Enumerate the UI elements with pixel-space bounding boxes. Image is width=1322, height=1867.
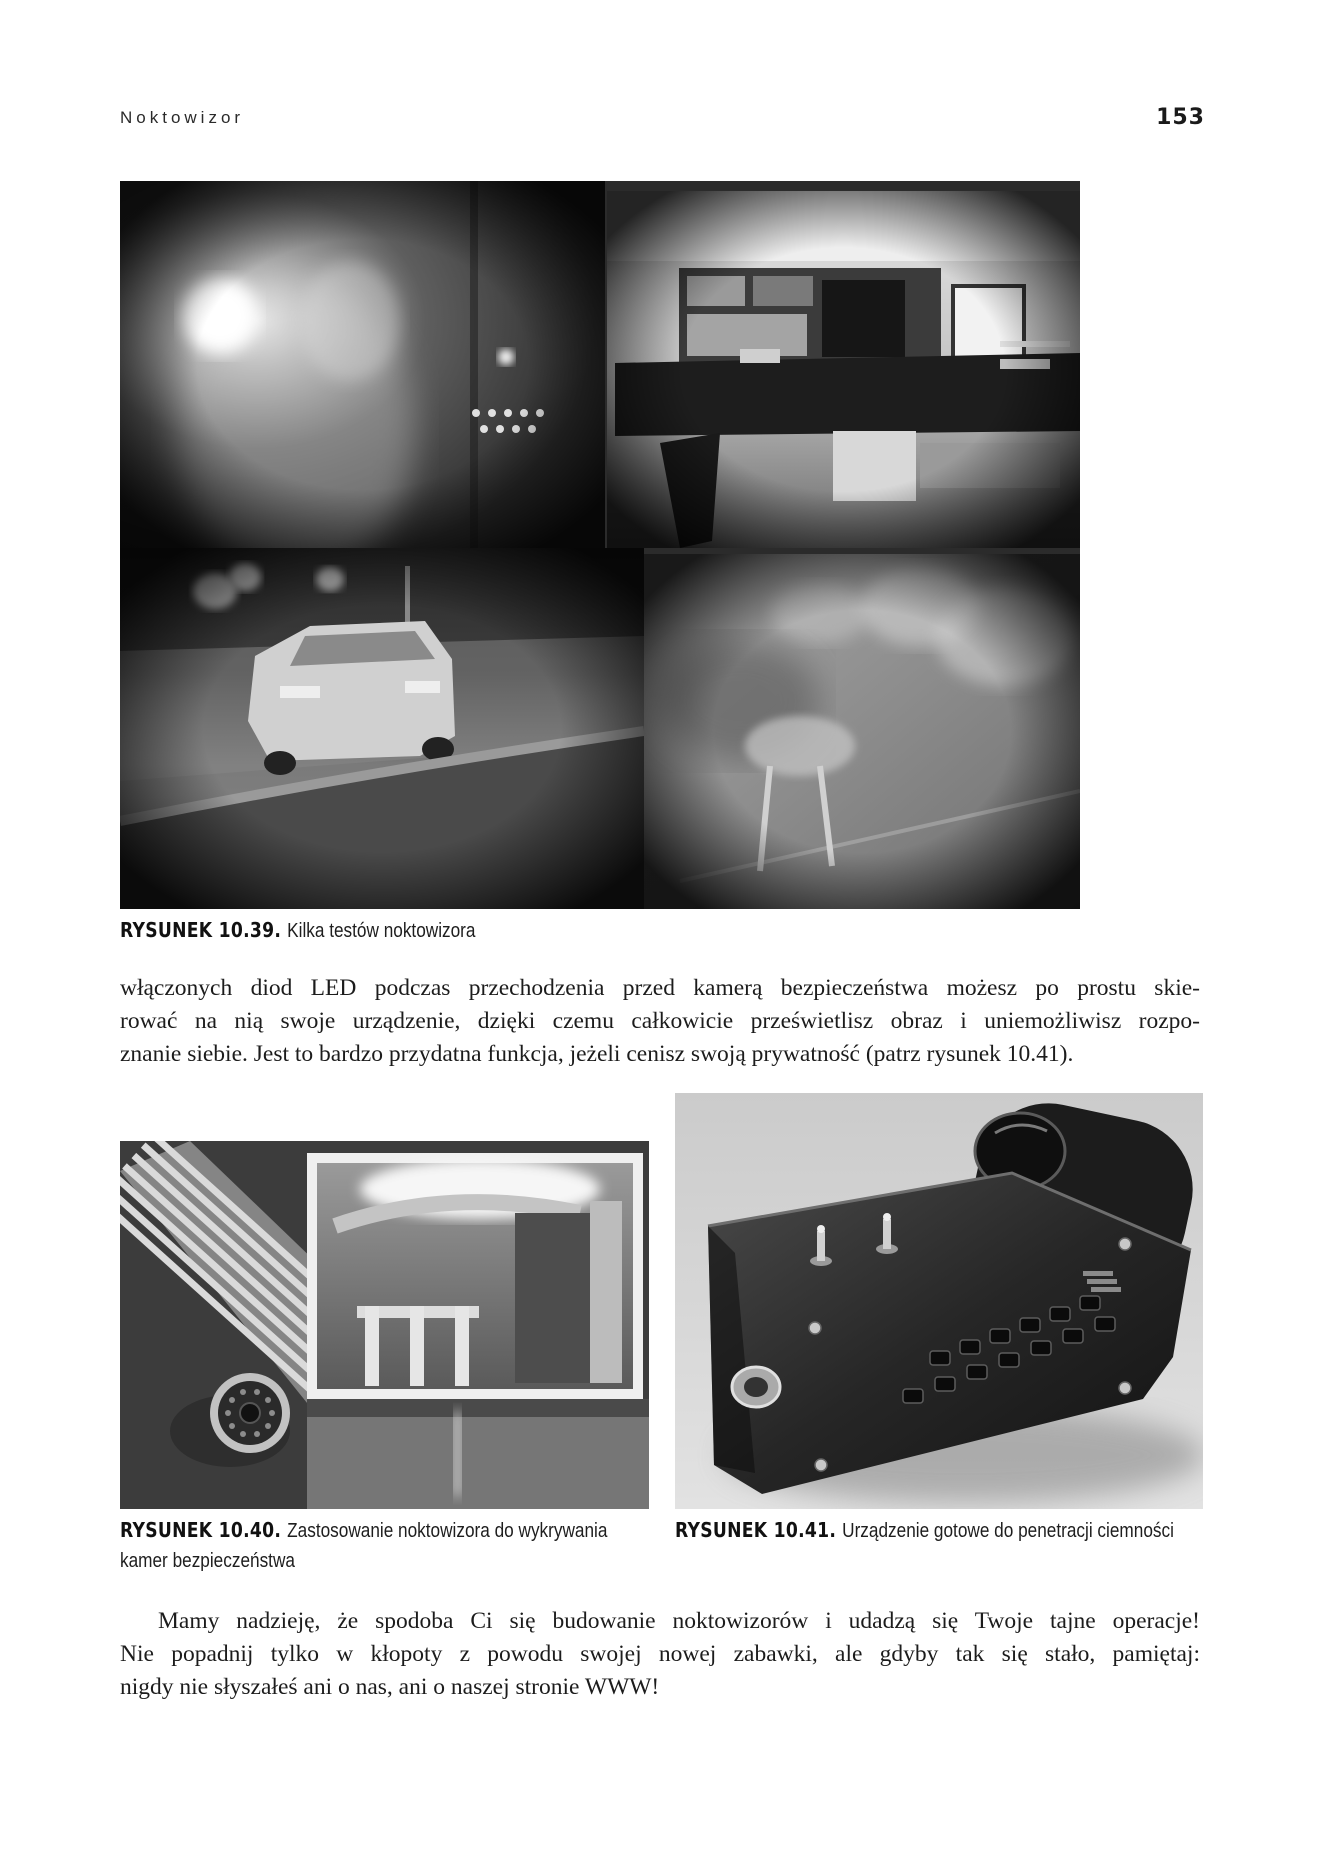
ir-led — [265, 1397, 271, 1403]
figure-label: RYSUNEK 10.40. — [120, 1518, 282, 1542]
connector-core — [744, 1377, 768, 1397]
paragraph-2 — [120, 1605, 1200, 1704]
figure-10-41-image — [675, 1093, 1203, 1509]
photo-flashlight-person — [120, 181, 605, 581]
screw — [815, 1459, 827, 1471]
ir-led — [240, 1431, 246, 1437]
door-panel — [590, 1201, 622, 1383]
button — [1080, 1296, 1100, 1310]
button — [930, 1351, 950, 1365]
switch-lever — [817, 1231, 825, 1261]
figure-10-40-image — [120, 1141, 649, 1509]
figure-10-41-caption — [675, 1515, 1174, 1546]
ir-led — [254, 1389, 260, 1395]
paragraph-line: nigdy nie słyszałeś ani o nas, ani o naszej stronie WWW! — [120, 1674, 660, 1700]
paragraph-line: Mamy nadzieję, że spodoba Ci się budowanie noktowizorów i udadzą się Twoje tajne operacje! — [158, 1608, 1200, 1634]
figure-caption-text: Kilka testów noktowizora — [287, 920, 476, 942]
screw — [1119, 1238, 1131, 1250]
vignette — [120, 181, 605, 548]
figure-label: RYSUNEK 10.39. — [120, 918, 282, 942]
button — [1050, 1307, 1070, 1321]
switch-tip — [883, 1213, 891, 1221]
vignette — [607, 191, 1080, 548]
screw — [809, 1322, 821, 1334]
figure-label: RYSUNEK 10.41. — [675, 1518, 837, 1542]
button — [1031, 1341, 1051, 1355]
ir-led — [269, 1410, 275, 1416]
figure-10-40-caption — [120, 1515, 607, 1576]
button — [960, 1340, 980, 1354]
railing-post — [410, 1306, 424, 1386]
bnc-connector — [732, 1367, 780, 1407]
camera-lens — [240, 1403, 260, 1423]
ir-led — [254, 1431, 260, 1437]
figure-10-41 — [675, 1093, 1203, 1509]
button — [1020, 1318, 1040, 1332]
ir-led — [265, 1423, 271, 1429]
photo-garden — [644, 554, 1080, 909]
button — [1063, 1329, 1083, 1343]
figure-10-39 — [120, 181, 1080, 909]
connector-pin-row — [1087, 1279, 1117, 1284]
button — [1095, 1317, 1115, 1331]
caption-line: kamer bezpieczeństwa — [120, 1550, 295, 1572]
figure-10-39-image — [120, 181, 1080, 909]
button — [967, 1365, 987, 1379]
button — [990, 1329, 1010, 1343]
switch-lever — [883, 1219, 891, 1249]
railing-post — [365, 1306, 379, 1386]
figure-10-40 — [120, 1141, 649, 1509]
paragraph-1 — [120, 972, 1200, 1071]
paragraph-line: znanie siebie. Jest to bardzo przydatna funkcja, jeżeli cenisz swoją prywatność (patrz rysunek 10.41). — [120, 1041, 1074, 1067]
button — [903, 1389, 923, 1403]
figure-caption-text: Zastosowanie noktowizora do wykrywania — [287, 1520, 608, 1542]
ir-led — [225, 1410, 231, 1416]
button — [935, 1377, 955, 1391]
ir-led — [240, 1389, 246, 1395]
monitor-shadow — [307, 1399, 649, 1417]
inset-monitor — [307, 1153, 643, 1399]
running-head: Noktowizor — [120, 108, 245, 127]
paragraph-line: rować na nią swoje urządzenie, dzięki czemu całkowicie prześwietlisz obraz i uniemożliwisz rozpo- — [120, 1008, 1200, 1034]
connector-pin-row — [1083, 1271, 1113, 1276]
page-number: 153 — [1156, 105, 1205, 130]
figure-caption-text: Urządzenie gotowe do penetracji ciemności — [842, 1520, 1174, 1542]
doorway — [515, 1213, 603, 1383]
photo-room-desk — [607, 191, 1080, 548]
switch-tip — [817, 1225, 825, 1233]
caption-line — [120, 1515, 607, 1546]
ir-led — [229, 1423, 235, 1429]
photo-car — [120, 548, 644, 909]
button — [999, 1353, 1019, 1367]
figure-10-39-caption — [120, 915, 475, 946]
screw — [1119, 1382, 1131, 1394]
vignette — [120, 548, 644, 909]
railing-post — [455, 1306, 469, 1386]
vignette — [644, 554, 1080, 909]
paragraph-line: włączonych diod LED podczas przechodzenia przed kamerą bezpieczeństwa możesz po prostu skie- — [120, 975, 1200, 1001]
paragraph-line: Nie popadnij tylko w kłopoty z powodu swojej nowej zabawki, ale gdyby tak się stało, pamiętaj: — [120, 1641, 1200, 1667]
connector-pin-row — [1091, 1287, 1121, 1292]
light-streak — [454, 1411, 461, 1496]
ir-led — [229, 1397, 235, 1403]
